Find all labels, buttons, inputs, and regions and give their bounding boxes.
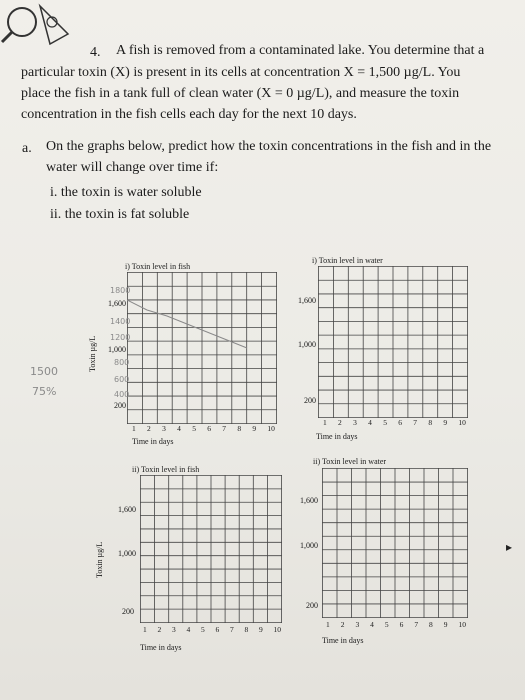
graph-1-ylabel: Toxin µg/L bbox=[88, 335, 97, 372]
graph-4-ytick-1600: 1,600 bbox=[300, 496, 318, 505]
pen-mark: ▸ bbox=[506, 540, 513, 554]
graph-2-xtick: 2 bbox=[338, 418, 342, 427]
graph-3-xtick: 1 bbox=[143, 625, 147, 634]
graph-2-xtick: 9 bbox=[443, 418, 448, 427]
graph-1-xtick: 5 bbox=[192, 424, 196, 433]
graph-4-xtick: 1 bbox=[326, 620, 330, 629]
graph-3-xtick: 6 bbox=[215, 625, 220, 634]
graph-3-grid bbox=[140, 475, 282, 623]
graph-2-xtick: 6 bbox=[398, 418, 402, 427]
question-line-4: concentration in the fish cells each day for the next 10 days. bbox=[21, 107, 357, 122]
graph-3-ytick-1600: 1,600 bbox=[118, 505, 136, 514]
graph-1-grid bbox=[127, 272, 277, 424]
graph-1-ytick-1000: 1,000 bbox=[108, 345, 126, 354]
graph-3-xtick: 4 bbox=[186, 625, 191, 634]
handwritten-margin-percent: 75% bbox=[32, 385, 57, 398]
graph-1-xtick: 3 bbox=[162, 424, 166, 433]
graph-2-xtick: 1 bbox=[323, 418, 327, 427]
graph-2-xtick: 7 bbox=[413, 418, 418, 427]
handwritten-margin-1500: 1500 bbox=[30, 365, 58, 378]
graph-2-xticks bbox=[323, 418, 466, 427]
graph-3-xtick: 3 bbox=[172, 625, 176, 634]
graph-2-title: i) Toxin level in water bbox=[312, 256, 383, 265]
graph-2-ytick-200: 200 bbox=[304, 396, 316, 405]
handwritten-1800: 1800 bbox=[110, 286, 131, 295]
graph-1-xtick: 9 bbox=[252, 424, 257, 433]
graph-4-ytick-1000: 1,000 bbox=[300, 541, 318, 550]
graph-4-xtick: 2 bbox=[340, 620, 345, 629]
graph-3-xtick: 5 bbox=[201, 625, 205, 634]
graph-4-xtick: 8 bbox=[429, 620, 433, 629]
question-line-3: place the fish in a tank full of clean water (X = 0 µg/L), and measure the toxin bbox=[21, 86, 460, 101]
graph-4-xtick: 3 bbox=[355, 620, 360, 629]
graph-1-title: i) Toxin level in fish bbox=[125, 262, 191, 271]
graph-1-xticks bbox=[132, 424, 275, 433]
graph-3-xtick: 8 bbox=[244, 625, 249, 634]
graph-4-xticks bbox=[326, 620, 466, 629]
graph-2-ytick-1000: 1,000 bbox=[298, 340, 316, 349]
graph-3-ylabel: Toxin µg/L bbox=[95, 541, 104, 578]
graph-1-xtick: 6 bbox=[207, 424, 211, 433]
graph-3-xlabel: Time in days bbox=[140, 643, 182, 652]
graph-3-ytick-1000: 1,000 bbox=[118, 549, 136, 558]
graph-4-title: ii) Toxin level in water bbox=[313, 457, 387, 466]
graph-3-title: ii) Toxin level in fish bbox=[132, 465, 200, 474]
graph-4-xtick: 9 bbox=[443, 620, 448, 629]
graph-4-xtick: 6 bbox=[399, 620, 404, 629]
part-a-line-2: water will change over time if: bbox=[46, 160, 219, 175]
graph-3-xtick: 10 bbox=[273, 625, 281, 634]
graph-1-xtick: 4 bbox=[177, 424, 181, 433]
graph-2-xtick: 3 bbox=[353, 418, 357, 427]
handwritten-1200: 1200 bbox=[110, 333, 131, 342]
graph-4-xtick: 10 bbox=[458, 620, 466, 629]
magnifier-lightbulb-icon bbox=[0, 0, 80, 60]
graph-1-xlabel: Time in days bbox=[132, 437, 174, 446]
graph-2-grid bbox=[318, 266, 468, 418]
part-a-item-i: i. the toxin is water soluble bbox=[50, 185, 202, 200]
graph-4-xlabel: Time in days bbox=[322, 636, 364, 645]
part-a-line-1: On the graphs below, predict how the toxin concentrations in the fish and in the bbox=[46, 139, 492, 154]
graph-3-xtick: 9 bbox=[259, 625, 263, 634]
graph-1-xtick: 1 bbox=[132, 424, 136, 433]
graph-2-ytick-1600: 1,600 bbox=[298, 296, 316, 305]
graph-3-xtick: 7 bbox=[230, 625, 234, 634]
graph-3-ytick-200: 200 bbox=[122, 607, 134, 616]
question-number: 4. bbox=[90, 45, 101, 60]
handwritten-600: 600 bbox=[114, 375, 130, 384]
handwritten-1400: 1400 bbox=[110, 317, 131, 326]
question-line-2: particular toxin (X) is present in its cells at concentration X = 1,500 µg/L. You bbox=[21, 65, 461, 80]
graph-1-xtick: 10 bbox=[267, 424, 275, 433]
graph-3-xticks bbox=[143, 625, 281, 634]
graph-4-grid bbox=[322, 468, 468, 618]
graph-2-xtick: 5 bbox=[383, 418, 387, 427]
question-line-1: A fish is removed from a contaminated lake. You determine that a bbox=[116, 43, 485, 58]
graph-1-xtick: 8 bbox=[237, 424, 242, 433]
graph-4-xtick: 4 bbox=[370, 620, 374, 629]
graph-1-ytick-200: 200 bbox=[114, 401, 126, 410]
graph-4-xtick: 7 bbox=[414, 620, 419, 629]
handwritten-800: 800 bbox=[114, 358, 130, 367]
graph-2-xtick: 8 bbox=[428, 418, 433, 427]
graph-1-xtick: 7 bbox=[222, 424, 227, 433]
graph-4-ytick-200: 200 bbox=[306, 601, 318, 610]
graph-1-ytick-1600: 1,600 bbox=[108, 299, 126, 308]
part-a-item-ii: ii. the toxin is fat soluble bbox=[50, 207, 190, 222]
part-a-label: a. bbox=[22, 141, 32, 156]
handwritten-400: 400 bbox=[114, 390, 130, 399]
graph-2-xtick: 4 bbox=[368, 418, 372, 427]
graph-1-xtick: 2 bbox=[147, 424, 151, 433]
graph-2-xlabel: Time in days bbox=[316, 432, 358, 441]
graph-4-xtick: 5 bbox=[384, 620, 389, 629]
graph-2-xtick: 10 bbox=[458, 418, 466, 427]
graph-3-xtick: 2 bbox=[157, 625, 162, 634]
